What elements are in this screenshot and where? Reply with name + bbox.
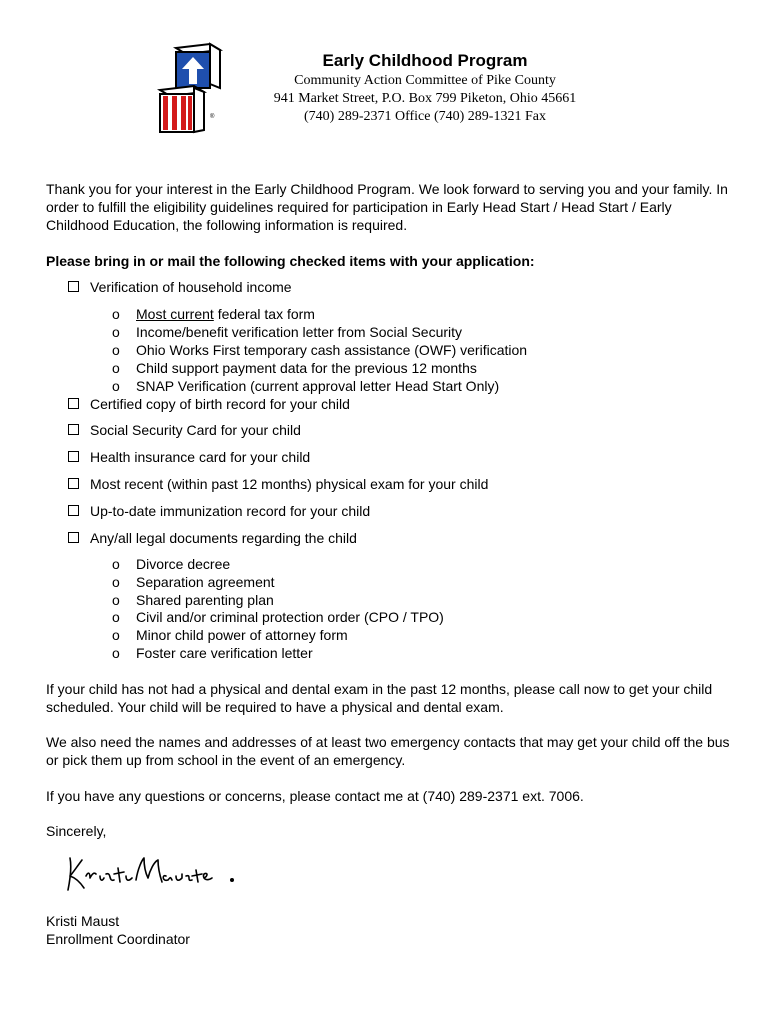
list-item-ssa — [112, 323, 462, 341]
questions-paragraph: If you have any questions or concerns, please contact me at (740) 289-2371 ext. 7006. — [46, 788, 584, 804]
closing: Sincerely, — [46, 823, 107, 839]
list-item-legal-doc — [112, 626, 348, 644]
list-item-snap — [112, 377, 499, 395]
list-item-label: Income/benefit verification letter from Social Security — [136, 324, 463, 340]
tax-underlined: Most current — [136, 306, 214, 322]
checklist-item-immunization[interactable] — [68, 502, 370, 520]
svg-text:®: ® — [210, 114, 215, 120]
list-item-label: Separation agreement — [136, 574, 275, 590]
checklist-item-label: Social Security Card for your child — [90, 422, 301, 438]
intro-paragraph: Thank you for your interest in the Early Childhood Program. We look forward to serving you and your family. In order to fulfill the eligibility guidelines required for participation in Early Head Start / Head Start / Early Childhood Education, the following information is required. — [46, 181, 728, 233]
list-item-legal-doc — [112, 644, 313, 662]
list-item-label: Shared parenting plan — [136, 592, 274, 608]
bottom-block — [160, 86, 215, 132]
org-phone: (740) 289-2371 Office (740) 289-1321 Fax — [304, 109, 546, 124]
list-item-label: Foster care verification letter — [136, 645, 313, 661]
checkbox-icon[interactable] — [68, 451, 79, 462]
checkbox-icon[interactable] — [68, 398, 79, 409]
bullet-icon: o — [112, 342, 120, 358]
list-item-legal-doc — [112, 591, 274, 609]
bullet-icon: o — [112, 645, 120, 661]
list-item-legal-doc — [112, 555, 230, 573]
bullet-icon: o — [112, 324, 120, 340]
checklist-item-income[interactable] — [68, 278, 292, 296]
list-item-legal-doc — [112, 573, 275, 591]
list-item-label: Civil and/or criminal protection order (CPO / TPO) — [136, 609, 444, 625]
signature — [62, 850, 242, 896]
checklist-item-label: Certified copy of birth record for your child — [90, 396, 350, 412]
checkbox-icon[interactable] — [68, 424, 79, 435]
top-block — [176, 44, 220, 88]
exam-paragraph: If your child has not had a physical and dental exam in the past 12 months, please call now to get your child scheduled. Your child will be required to have a physical and dental exam. — [46, 681, 713, 715]
checklist-item-label: Most recent (within past 12 months) physical exam for your child — [90, 476, 489, 492]
signer-name: Kristi Maust — [46, 913, 120, 929]
checklist-heading: Please bring in or mail the following checked items with your application: — [46, 253, 535, 269]
bullet-icon: o — [112, 556, 120, 572]
checklist-item-exam[interactable] — [68, 475, 488, 493]
checklist-item-insurance[interactable] — [68, 448, 310, 466]
checkbox-icon[interactable] — [68, 505, 79, 516]
checklist-item-ssn[interactable] — [68, 421, 301, 439]
list-item-label: Minor child power of attorney form — [136, 627, 348, 643]
contacts-paragraph: We also need the names and addresses of at least two emergency contacts that may get your child off the bus or pick them up from school in the event of an emergency. — [46, 734, 730, 768]
checkbox-icon[interactable] — [68, 281, 79, 292]
list-item-tax — [112, 305, 315, 323]
bullet-icon: o — [112, 378, 120, 394]
list-item-label: Ohio Works First temporary cash assistance (OWF) verification — [136, 342, 528, 358]
checklist-item-legal[interactable] — [68, 529, 357, 547]
bullet-icon: o — [112, 592, 120, 608]
checkbox-icon[interactable] — [68, 478, 79, 489]
org-name: Community Action Committee of Pike County — [294, 73, 556, 88]
list-item-owf — [112, 341, 527, 359]
toy-blocks-logo — [154, 40, 226, 136]
bullet-icon: o — [112, 609, 120, 625]
checklist-item-label: Any/all legal documents regarding the child — [90, 530, 357, 546]
checklist-item-label: Up-to-date immunization record for your child — [90, 503, 371, 519]
bullet-icon: o — [112, 360, 120, 376]
checklist-item-birth[interactable] — [68, 395, 350, 413]
letterhead — [240, 50, 610, 126]
checklist-item-label: Health insurance card for your child — [90, 449, 311, 465]
list-item-label: SNAP Verification (current approval letter Head Start Only) — [136, 378, 500, 394]
list-item-label: Divorce decree — [136, 556, 231, 572]
tax-rest: federal tax form — [213, 306, 315, 322]
list-item-legal-doc — [112, 608, 444, 626]
list-item-label: Child support payment data for the previous 12 months — [136, 360, 477, 376]
signer-title: Enrollment Coordinator — [46, 931, 190, 947]
bullet-icon: o — [112, 574, 120, 590]
checklist-item-label: Verification of household income — [90, 279, 292, 295]
list-item-child-support — [112, 359, 477, 377]
org-address: 941 Market Street, P.O. Box 799 Piketon, Ohio 45661 — [273, 91, 577, 106]
bullet-icon: o — [112, 306, 120, 322]
bullet-icon: o — [112, 627, 120, 643]
program-title: Early Childhood Program — [322, 51, 528, 70]
checkbox-icon[interactable] — [68, 532, 79, 543]
